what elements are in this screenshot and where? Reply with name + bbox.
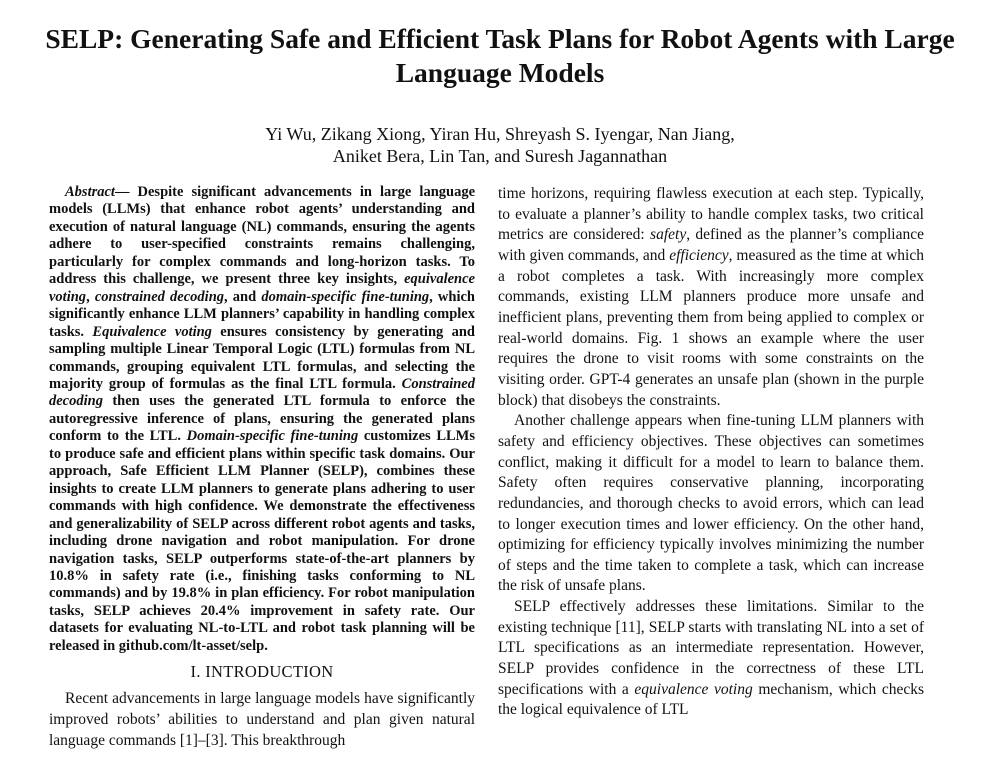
paragraph-text: SELP effectively addresses these limitations. Similar to the existing technique [11], SELP starts with translating NL into a set of LTL specifications as an intermediate representation. However, SELP provides confidence in the correctness of these LTL specifications with a <box>498 598 924 698</box>
keyword-equivalence-voting-2: Equivalence voting <box>92 323 212 340</box>
section-heading-introduction: I. INTRODUCTION <box>190 662 334 682</box>
abstract <box>49 184 475 655</box>
paragraph-text: , defined as the planner’s compliance with given commands, and <box>498 226 924 264</box>
term-equivalence-voting: equivalence voting <box>634 680 753 698</box>
term-efficiency: efficiency <box>669 246 729 264</box>
keyword-constrained-decoding-2: Constrained decoding <box>49 375 475 410</box>
right-column <box>498 184 924 721</box>
abstract-sep-2: , and <box>224 288 262 305</box>
paragraph-text: time horizons, requiring flawless execution at each step. Typically, to evaluate a planner’s ability to handle complex tasks, two critical metrics are considered: <box>498 185 924 244</box>
abstract-sep-1: , <box>86 288 95 305</box>
author-line-1: Yi Wu, Zikang Xiong, Yiran Hu, Shreyash S. Iyengar, Nan Jiang, <box>265 124 735 144</box>
keyword-equivalence-voting: equivalence voting <box>49 271 475 305</box>
intro-right-paragraph-1 <box>498 184 924 411</box>
paragraph-text: , measured as the time at which a robot completes a task. With increasingly more complex commands, existing LLM planners produce more unsafe and inefficient plans, preventing them from being applied to complex or real-world domains. Fig. 1 shows an example where the user requires the drone to visit rooms with some constraints on the visiting order. GPT-4 generates an unsafe plan (shown in the purple block) that disobeys the constraints. <box>498 246 924 409</box>
abstract-text-5: customizes LLMs to produce safe and efficient plans within specific task domains. Our approach, Safe Efficient LLM Planner (SELP), combines these insights to create LLM planners to generate plans adhering to user commands with high confidence. We demonstrate the effectiveness and generalizability of SELP across different robot agents and tasks, including drone navigation and robot manipulation. For drone navigation tasks, SELP outperforms state-of-the-art planners by 10.8% in safety rate (i.e., finishing tasks conforming to NL commands) and by 19.8% in plan efficiency. For robot manipulation tasks, SELP achieves 20.4% improvement in safety rate. Our datasets for evaluating NL-to-LTL and robot task planning will be released in github.com/lt-asset/selp. <box>49 428 476 654</box>
author-line-2: Aniket Bera, Lin Tan, and Suresh Jagannathan <box>332 146 668 166</box>
abstract-text-1: Despite significant advancements in large language models (LLMs) that enhance robot agents’ understanding and execution of natural language (NL) commands, ensuring the agents adhere to user-specified constraints remains challenging, particularly for complex commands and long-horizon tasks. To address this challenge, we present three key insights, <box>49 184 476 288</box>
paper-title: SELP: Generating Safe and Efficient Task Plans for Robot Agents with Large Language Models <box>45 23 955 88</box>
abstract-text-4: then uses the generated LTL formula to enforce the autoregressive inference of plans, ensuring the generated plans conform to the LTL. <box>49 393 475 445</box>
intro-right-paragraph-2: Another challenge appears when fine-tuning LLM planners with safety and efficiency objectives. These objectives can sometimes conflict, making it difficult for a model to learn to balance them. Safety often requires conservative planning, incorporating redundancies, and thorough checks to avoid errors, which can lead to longer execution times and lower efficiency. On the other hand, optimizing for efficiency typically involves minimizing the number of steps and the time taken to complete a task, which can increase the risk of unsafe plans. <box>498 412 924 595</box>
author-list <box>40 123 960 167</box>
paragraph-text: mechanism, which checks the logical equivalence of LTL <box>498 680 925 719</box>
abstract-dash: — <box>114 184 138 200</box>
abstract-text-3: ensures consistency by generating and sampling multiple Linear Temporal Logic (LTL) formulas from NL commands, grouping equivalent LTL formulas, and selecting the majority group of formulas as the final LTL formula. <box>49 323 475 392</box>
intro-left-paragraph: Recent advancements in large language models have significantly improved robots’ abilities to understand and plan given natural language commands [1]–[3]. This breakthrough <box>49 690 475 749</box>
left-column <box>49 184 475 751</box>
keyword-domain-specific-fine-tuning: domain-specific fine-tuning <box>261 288 430 305</box>
abstract-label: Abstract <box>65 184 115 200</box>
abstract-text-2: , which significantly enhance LLM planners’ capability in handling complex tasks. <box>49 288 475 340</box>
keyword-domain-specific-fine-tuning-2: Domain-specific fine-tuning <box>186 428 359 445</box>
keyword-constrained-decoding: constrained decoding <box>94 288 225 305</box>
intro-right-paragraph-3 <box>498 597 924 721</box>
term-safety: safety <box>650 226 687 244</box>
